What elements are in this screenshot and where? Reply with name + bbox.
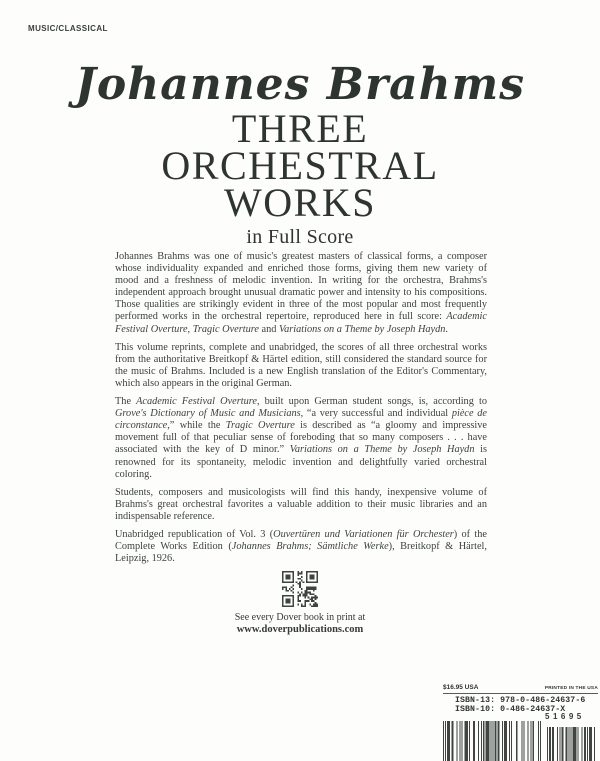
title-block xyxy=(0,60,600,250)
isbn-10: ISBN-10: 0-486-24637-X xyxy=(455,705,566,715)
printed-in-label: PRINTED IN THE USA xyxy=(544,686,598,691)
title-line-3: WORKS xyxy=(224,180,376,225)
paragraph: The Academic Festival Overture, built upon German student songs, is, according to Grove's Dictionary of Music and Musicians, “a very successful and individual pièce de circonstance,” while the Tragic Overture is described as “a gloomy and impressive movement full of that peculiar sense of foreboding that so many composers . . . have associated with the key of D minor.” Variations on a Theme by Joseph Haydn is renowned for its spontaneity, melodic invention and delightfully varied orchestral coloring. xyxy=(115,396,487,480)
price-row xyxy=(443,684,598,694)
promo-line1: See every Dover book in print at xyxy=(234,612,366,623)
qr-code-icon xyxy=(282,571,318,607)
barcode-supplement-icon xyxy=(547,727,595,761)
barcode-main-icon xyxy=(443,721,541,761)
author-title: Johannes Brahms xyxy=(75,59,525,110)
paragraph: Students, composers and musicologists will find this handy, inexpensive volume of Brahms's great orchestral favorites a valuable addition to their music libraries and an indispensable reference. xyxy=(115,486,487,522)
subtitle: in Full Score xyxy=(246,226,354,248)
price: $16.95 USA xyxy=(443,684,479,691)
dover-promo xyxy=(0,571,600,636)
title-line-2: ORCHESTRAL xyxy=(161,143,439,188)
body-paragraphs xyxy=(115,251,487,571)
barcode-number: 51695 xyxy=(545,712,585,722)
paragraph: Johannes Brahms was one of music's greatest masters of classical forms, a composer whose individuality expanded and enriched those forms, giving them new variety of mood and a freshness of melodic invention. In writing for the orchestra, Brahms's independent approach brought unusual dramatic power and intensity to his compositions. Those qualities are strikingly evident in three of the most popular and most frequently performed works in the orchestral repertoire, reproduced here in full score: Academic Festival Overture, Tragic Overture and Variations on a Theme by Joseph Haydn. xyxy=(115,251,487,335)
isbn-13: ISBN-13: 978-0-486-24637-6 xyxy=(455,696,586,705)
price-block xyxy=(443,684,598,761)
paragraph: This volume reprints, complete and unabridged, the scores of all three orchestral works from the authoritative Breitkopf & Härtel edition, still considered the standard source for the music of Brahms. Included is a new English translation of the Editor's Commentary, which also appears in the original German. xyxy=(115,341,487,389)
barcode-area xyxy=(443,712,598,761)
paragraph: Unabridged republication of Vol. 3 (Ouvertüren und Variationen für Orchester) of the Complete Works Edition (Johannes Brahms; Sämtliche Werke), Breitkopf & Härtel, Leipzig, 1926. xyxy=(115,528,488,565)
title-line-1: THREE xyxy=(231,106,369,151)
promo-line2: www.doverpublications.com xyxy=(236,624,364,635)
category-label: MUSIC/CLASSICAL xyxy=(28,24,108,33)
